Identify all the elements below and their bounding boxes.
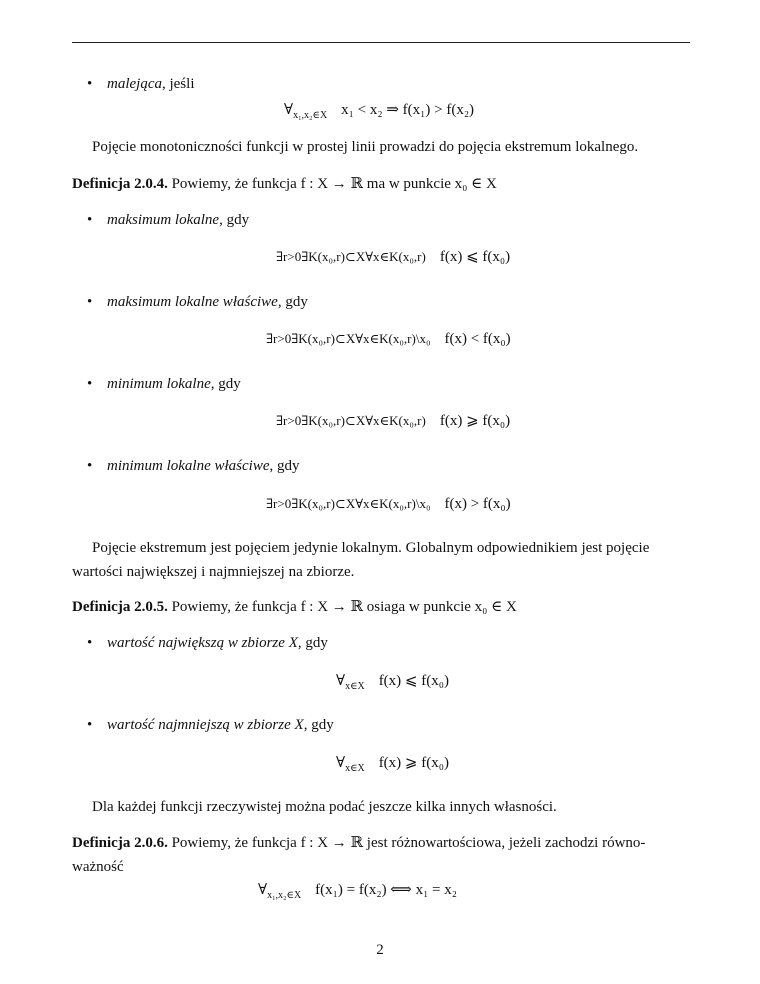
- definition-2-0-6: [72, 833, 645, 853]
- definition-label: Definicja 2.0.5.: [72, 599, 168, 615]
- definition-2-0-6-line-2: ważność: [72, 859, 124, 875]
- bullet-icon: •: [87, 717, 93, 733]
- term-suffix: , gdy: [277, 294, 308, 310]
- bullet-icon: •: [87, 376, 93, 392]
- definition-label: Definicja 2.0.4.: [72, 176, 168, 192]
- formula-max-local: [276, 247, 510, 267]
- definition-text: Powiemy, że funkcja f : X → ℝ jest różnowartościowa, jeżeli zachodzi równo-: [171, 835, 646, 851]
- formula-body: x₁ < x₂ ⇒ f(x₁) > f(x₂): [341, 102, 475, 118]
- definition-2-0-5: [72, 597, 517, 617]
- term-suffix: , gdy: [219, 212, 250, 228]
- term-variable: X: [294, 717, 304, 733]
- definition-2-0-4: [72, 174, 497, 194]
- term-min-strict: minimum lokalne właściwe: [107, 458, 270, 474]
- term-suffix: , gdy: [303, 717, 334, 733]
- term-min-value: wartość najmniejszą w zbiorze: [107, 717, 291, 733]
- term-variable: X: [288, 635, 298, 651]
- bullet-item-max-local: [87, 210, 250, 230]
- formula-decreasing: [284, 100, 474, 120]
- formula-body: f(x₁) = f(x₂) ⟺ x₁ = x₂: [315, 882, 457, 898]
- formula-body: f(x) ⩾ f(x₀): [378, 755, 449, 771]
- bullet-item-max-strict: [87, 292, 308, 312]
- term-min-local: minimum lokalne: [107, 376, 211, 392]
- formula-subscript: x₁,x₂∈X: [293, 110, 328, 121]
- formula-body: f(x) < f(x₀): [444, 331, 511, 347]
- formula-max-value: [336, 671, 449, 691]
- formula-injective: [258, 880, 457, 900]
- formula-body: f(x) ⩽ f(x₀): [378, 673, 449, 689]
- term-suffix: , gdy: [269, 458, 300, 474]
- term-decreasing: malejąca: [107, 76, 162, 92]
- paragraph-monotonic: Pojęcie monotoniczności funkcji w prostej linii prowadzi do pojęcia ekstremum lokalnego.: [92, 139, 639, 155]
- formula-quantifier: ∃r>0∃K(x₀,r)⊂X∀x∈K(x₀,r): [276, 249, 426, 264]
- formula-quantifier: ∀: [336, 755, 346, 771]
- bullet-item-min-strict: [87, 456, 300, 476]
- bullet-icon: •: [87, 458, 93, 474]
- formula-subscript: x₁,x₂∈X: [267, 890, 302, 901]
- term-suffix: , jeśli: [161, 76, 195, 92]
- bullet-icon: •: [87, 635, 93, 651]
- formula-quantifier: ∀: [258, 882, 268, 898]
- term-max-value: wartość największą w zbiorze: [107, 635, 285, 651]
- page-number: 2: [376, 942, 384, 958]
- paragraph-other-properties: Dla każdej funkcji rzeczywistej można podać jeszcze kilka innych własności.: [92, 799, 557, 815]
- formula-quantifier: ∃r>0∃K(x₀,r)⊂X∀x∈K(x₀,r)\x₀: [266, 331, 431, 346]
- formula-quantifier: ∃r>0∃K(x₀,r)⊂X∀x∈K(x₀,r)\x₀: [266, 496, 431, 511]
- bullet-icon: •: [87, 212, 93, 228]
- formula-subscript: x∈X: [345, 681, 365, 692]
- bullet-icon: •: [87, 76, 93, 92]
- formula-body: f(x) > f(x₀): [444, 496, 511, 512]
- paragraph-extremum-line-2: wartości największej i najmniejszej na zbiorze.: [72, 564, 355, 580]
- definition-text: Powiemy, że funkcja f : X → ℝ ma w punkcie x₀ ∈ X: [171, 176, 497, 192]
- bullet-icon: •: [87, 294, 93, 310]
- term-max-strict: maksimum lokalne właściwe: [107, 294, 278, 310]
- formula-body: f(x) ⩾ f(x₀): [439, 413, 511, 429]
- formula-quantifier: ∃r>0∃K(x₀,r)⊂X∀x∈K(x₀,r): [276, 413, 426, 428]
- term-max-local: maksimum lokalne: [107, 212, 220, 228]
- definition-text: Powiemy, że funkcja f : X → ℝ osiaga w punkcie x₀ ∈ X: [171, 599, 517, 615]
- bullet-item-max-value: [87, 633, 328, 653]
- formula-body: f(x) ⩽ f(x₀): [439, 249, 511, 265]
- formula-quantifier: ∀: [284, 102, 294, 118]
- bullet-item-decreasing: [87, 74, 195, 94]
- paragraph-extremum-line-1: Pojęcie ekstremum jest pojęciem jedynie lokalnym. Globalnym odpowiednikiem jest pojęcie: [92, 540, 650, 556]
- formula-min-strict: [266, 494, 511, 514]
- formula-max-strict: [266, 329, 511, 349]
- definition-label: Definicja 2.0.6.: [72, 835, 168, 851]
- bullet-item-min-value: [87, 715, 334, 735]
- formula-min-value: [336, 753, 449, 773]
- formula-quantifier: ∀: [336, 673, 346, 689]
- term-suffix: , gdy: [210, 376, 241, 392]
- term-suffix: , gdy: [297, 635, 328, 651]
- bullet-item-min-local: [87, 374, 241, 394]
- formula-subscript: x∈X: [345, 763, 365, 774]
- header-rule: [72, 42, 690, 43]
- formula-min-local: [276, 411, 510, 431]
